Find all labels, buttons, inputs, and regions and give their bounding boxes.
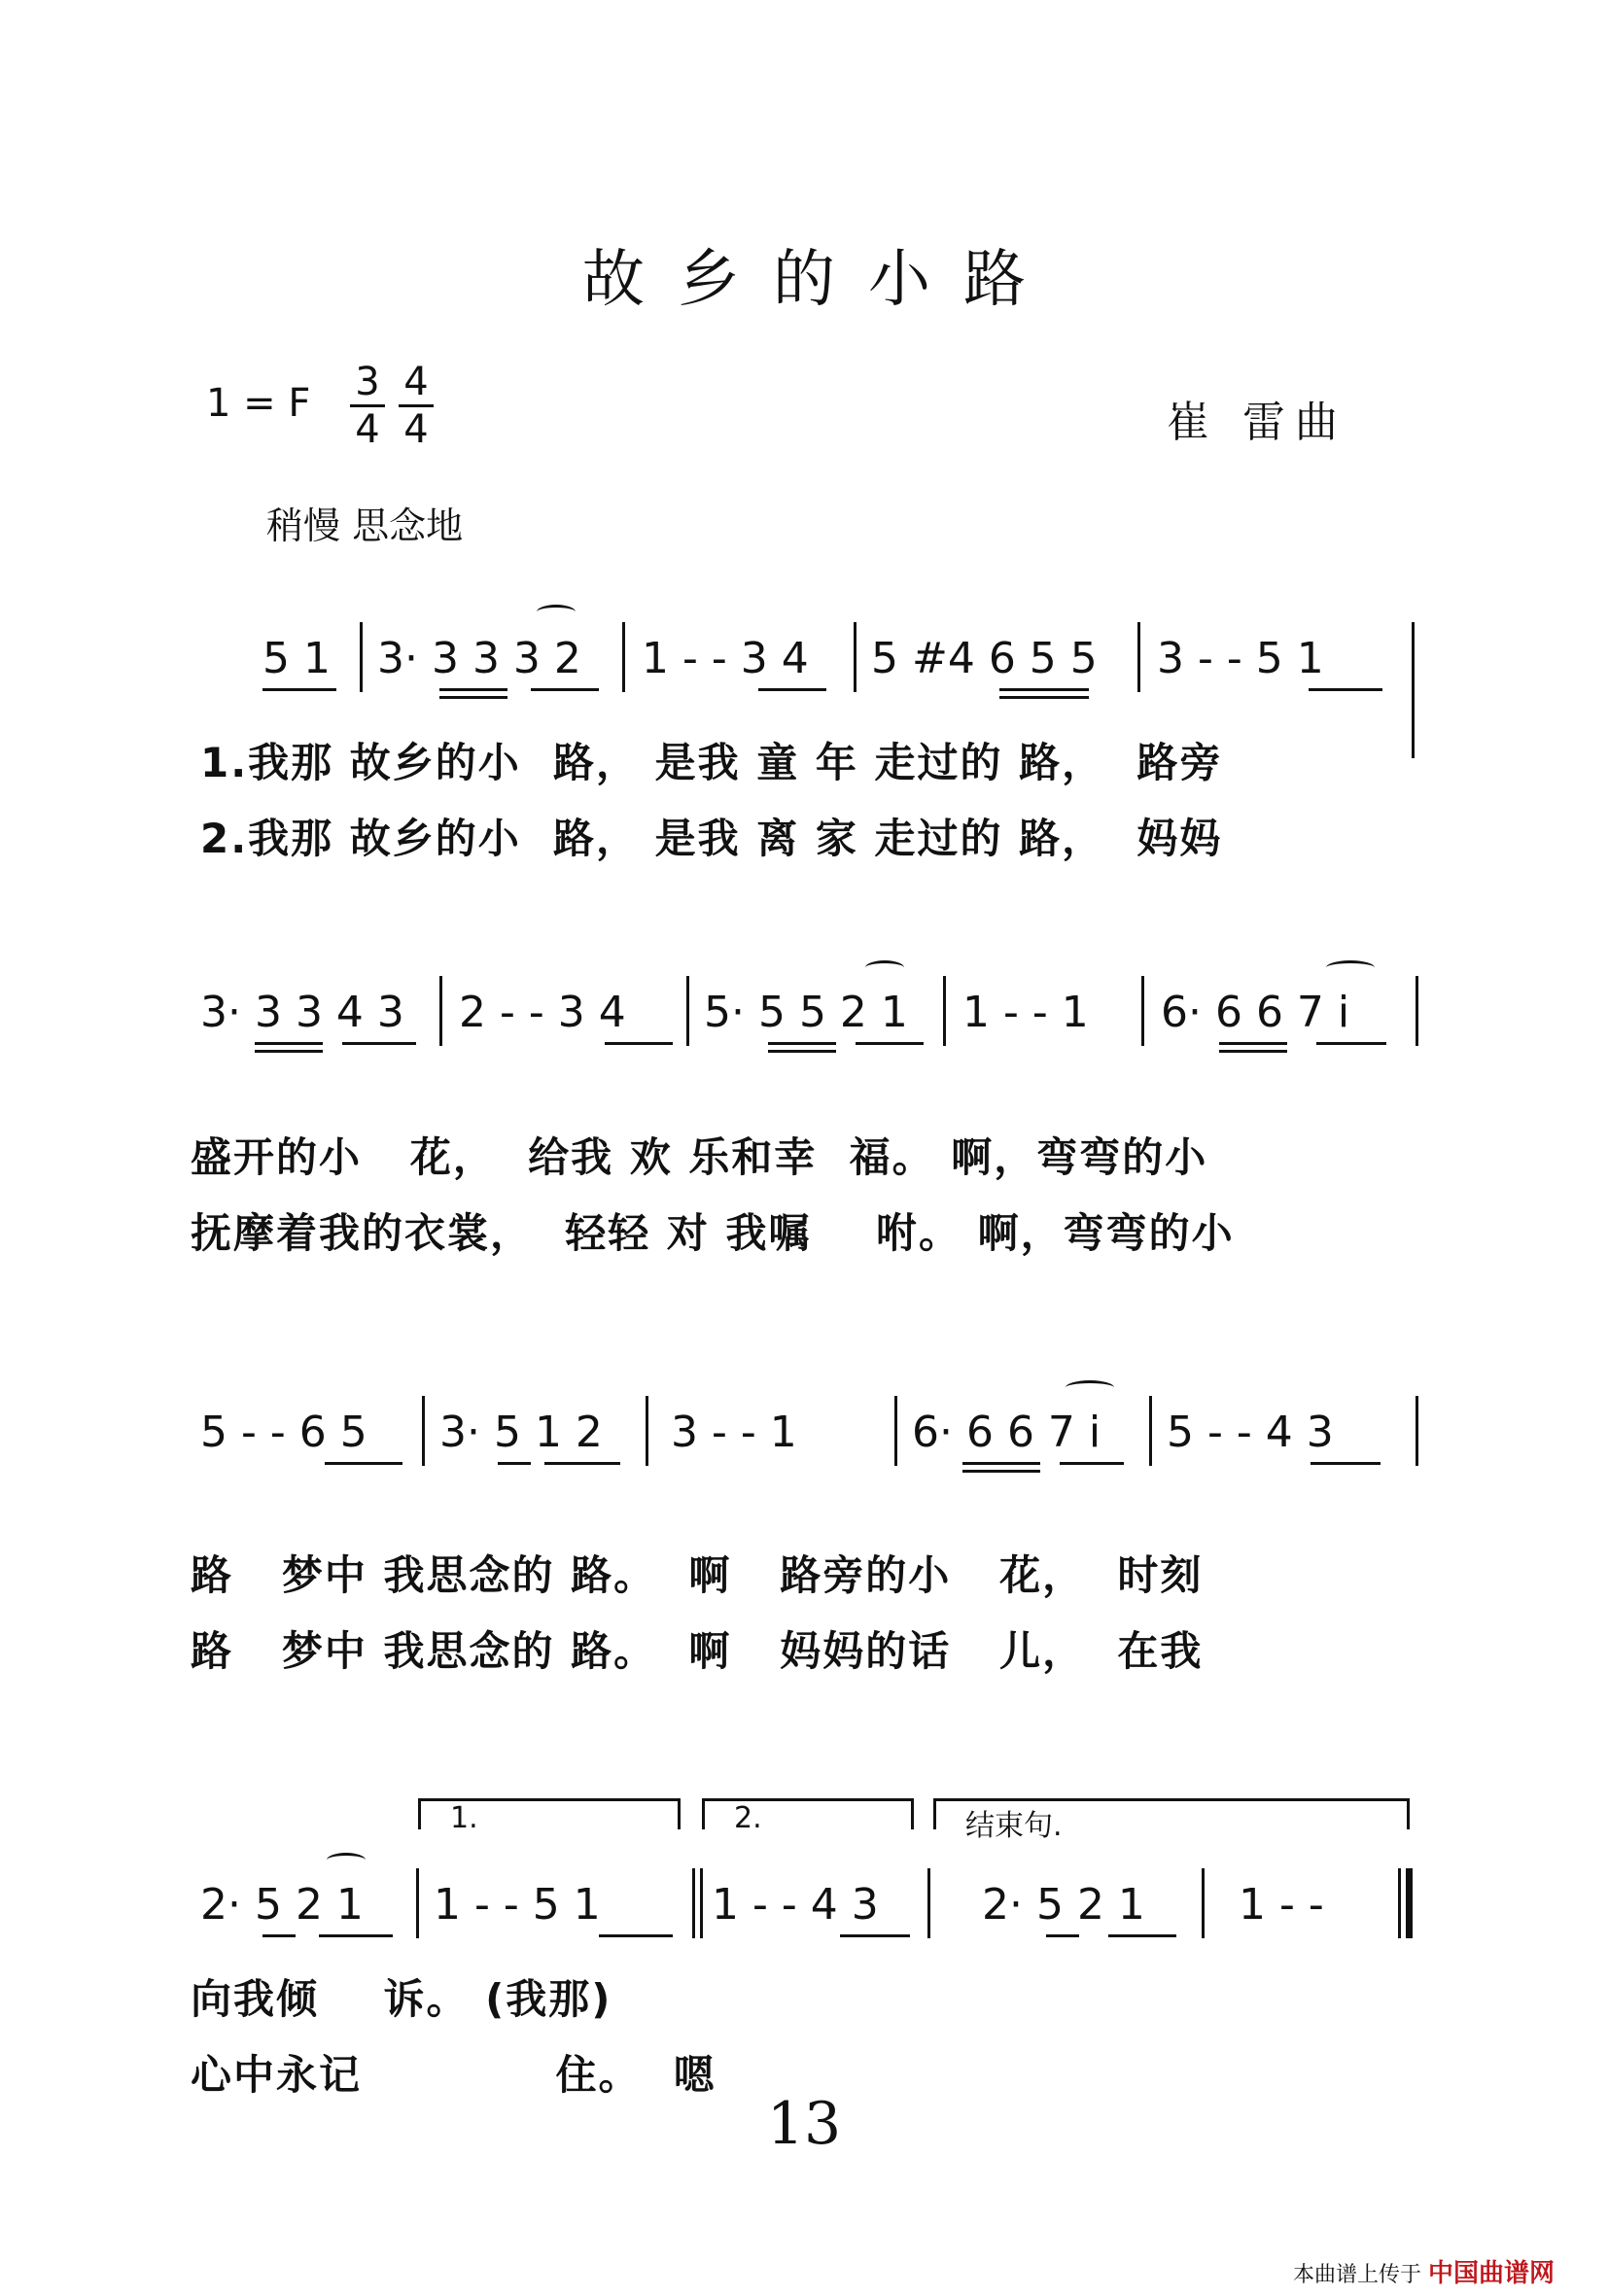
- barline: [360, 622, 363, 692]
- final-barline: [1406, 1868, 1413, 1938]
- underline: [1316, 1042, 1386, 1045]
- measure-3-3: 3 - - 1: [671, 1408, 797, 1457]
- underline: [605, 1042, 673, 1045]
- slur: [327, 1853, 366, 1867]
- underline: [255, 1050, 323, 1053]
- barline: [439, 976, 442, 1046]
- barline: [1141, 976, 1144, 1046]
- underline: [439, 696, 507, 699]
- barline: [1202, 1868, 1205, 1938]
- barline: [1149, 1396, 1152, 1466]
- measure-1-4: 5 #4 6 5 5: [871, 634, 1098, 683]
- barline: [1416, 976, 1418, 1046]
- measure-4-3: 1 - - 4 3: [712, 1880, 879, 1930]
- barline: [1416, 1396, 1418, 1466]
- underline: [1046, 1934, 1079, 1937]
- underline: [768, 1050, 836, 1053]
- barline: [894, 1396, 897, 1466]
- barline: [1398, 1868, 1401, 1938]
- tempo-marking: 稍慢 思念地: [266, 504, 464, 547]
- song-title: 故乡的小路: [582, 244, 1059, 316]
- barline: [622, 622, 625, 692]
- underline: [531, 688, 599, 691]
- underline: [1219, 1042, 1287, 1045]
- barline: [686, 976, 689, 1046]
- measure-3-2: 3· 5 1 2: [439, 1408, 603, 1457]
- measure-2-4: 1 - - 1: [962, 988, 1089, 1037]
- underline: [768, 1042, 836, 1045]
- underline: [1219, 1050, 1287, 1053]
- underline: [1108, 1934, 1176, 1937]
- underline: [1060, 1462, 1124, 1465]
- barline: [700, 1868, 703, 1938]
- barline: [416, 1868, 419, 1938]
- lyric-3-verse-2: 路 梦中 我思念的 路。 啊 妈妈的话 儿， 在我: [191, 1627, 1204, 1675]
- composer: 崔 雷曲: [1167, 398, 1347, 447]
- underline: [1311, 1462, 1381, 1465]
- barline: [692, 1868, 695, 1938]
- site-logo: 中国曲谱网: [1428, 2259, 1556, 2288]
- measure-1-2: 3· 3 3 3 2: [377, 634, 581, 683]
- slur: [537, 605, 576, 619]
- underline: [758, 688, 826, 691]
- volta-1: 1.: [418, 1798, 681, 1829]
- measure-4-1: 2· 5 2 1: [200, 1880, 364, 1930]
- underline: [999, 696, 1089, 699]
- measure-4-4: 2· 5 2 1: [982, 1880, 1145, 1930]
- underline: [599, 1934, 673, 1937]
- underline: [999, 688, 1089, 691]
- underline: [325, 1462, 402, 1465]
- volta-2: 2.: [702, 1798, 914, 1829]
- barline: [1412, 622, 1415, 758]
- measure-2-3: 5· 5 5 2 1: [704, 988, 908, 1037]
- underline: [319, 1934, 393, 1937]
- underline: [262, 688, 336, 691]
- underline: [544, 1462, 620, 1465]
- measure-2-1: 3· 3 3 4 3: [200, 988, 404, 1037]
- slur: [1326, 960, 1375, 975]
- underline: [856, 1042, 924, 1045]
- slur: [865, 960, 904, 975]
- slur: [1066, 1380, 1114, 1395]
- measure-1-1: 5 1: [262, 634, 331, 683]
- lyric-2-verse-2: 抚摩着我的衣裳， 轻轻 对 我嘱 咐。 啊，弯弯的小: [191, 1209, 1235, 1257]
- lyric-4-verse-2: 心中永记 住。 嗯: [191, 2051, 717, 2099]
- underline: [262, 1934, 296, 1937]
- underline: [962, 1462, 1040, 1465]
- lyric-4-verse-1: 向我倾 诉。 (我那): [191, 1975, 612, 2023]
- page-number: 13: [766, 2090, 842, 2158]
- underline: [498, 1462, 531, 1465]
- barline: [943, 976, 946, 1046]
- key-signature: 1 = F: [206, 381, 311, 426]
- upload-credit: [1293, 2253, 1555, 2289]
- barline: [422, 1396, 425, 1466]
- measure-2-2: 2 - - 3 4: [459, 988, 626, 1037]
- barline: [1137, 622, 1140, 692]
- lyric-1-verse-1: 1.我那 故乡的小 路， 是我 童 年 走过的 路， 路旁: [200, 739, 1223, 786]
- lyric-3-verse-1: 路 梦中 我思念的 路。 啊 路旁的小 花， 时刻: [191, 1551, 1204, 1599]
- measure-1-3: 1 - - 3 4: [642, 634, 809, 683]
- measure-3-1: 5 - - 6 5: [200, 1408, 367, 1457]
- measure-4-5: 1 - -: [1239, 1880, 1324, 1930]
- barline: [646, 1396, 648, 1466]
- time-signature-2: 4 4: [399, 362, 434, 450]
- underline: [439, 688, 507, 691]
- measure-3-4: 6· 6 6 7 i: [912, 1408, 1101, 1457]
- volta-ending: 结束句.: [933, 1798, 1410, 1829]
- measure-1-5: 3 - - 5 1: [1157, 634, 1324, 683]
- underline: [962, 1470, 1040, 1473]
- measure-2-5: 6· 6 6 7 i: [1161, 988, 1350, 1037]
- underline: [342, 1042, 416, 1045]
- barline: [927, 1868, 930, 1938]
- time-signature-1: 3 4: [350, 362, 385, 450]
- lyric-1-verse-2: 2.我那 故乡的小 路， 是我 离 家 走过的 路， 妈妈: [200, 815, 1223, 862]
- barline: [854, 622, 856, 692]
- lyric-2-verse-1: 盛开的小 花， 给我 欢 乐和幸 福。 啊，弯弯的小: [191, 1133, 1208, 1181]
- underline: [1309, 688, 1382, 691]
- measure-3-5: 5 - - 4 3: [1167, 1408, 1334, 1457]
- measure-4-2: 1 - - 5 1: [434, 1880, 601, 1930]
- underline: [255, 1042, 323, 1045]
- underline: [840, 1934, 910, 1937]
- upload-credit-text: 本曲谱上传于: [1293, 2263, 1422, 2287]
